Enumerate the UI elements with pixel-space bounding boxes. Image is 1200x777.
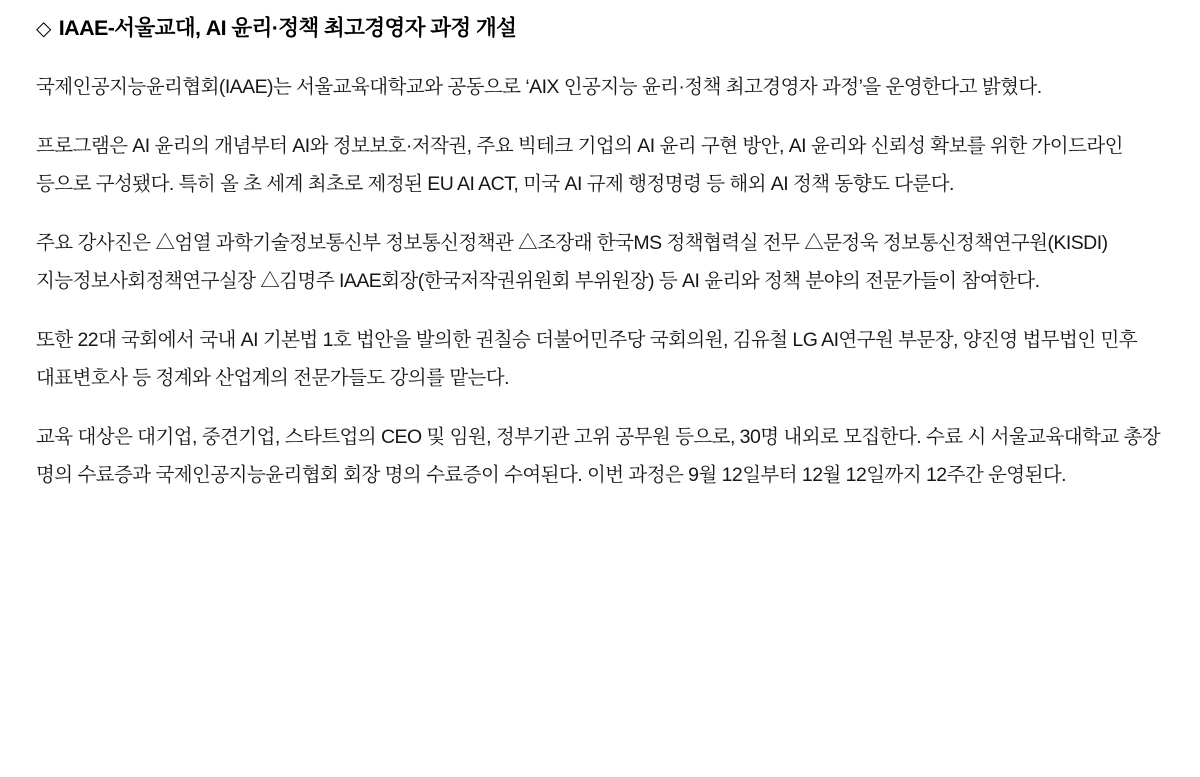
article-paragraph: 프로그램은 AI 윤리의 개념부터 AI와 정보보호·저작권, 주요 빅테크 기업의 AI 윤리 구현 방안, AI 윤리와 신뢰성 확보를 위한 가이드라인 등으로 구성됐다. 특히 올 초 세계 최초로 제정된 EU AI ACT, 미국 AI 규제 행정명령 등 해외 AI 정책 동향도 다룬다.: [36, 135, 1123, 195]
diamond-outline-icon: ◇: [36, 18, 51, 40]
article-paragraph: 교육 대상은 대기업, 중견기업, 스타트업의 CEO 및 임원, 정부기관 고위 공무원 등으로, 30명 내외로 모집한다. 수료 시 서울교육대학교 총장 명의 수료증과 국제인공지능윤리협회 회장 명의 수료증이 수여된다. 이번 과정은 9월 12일부터 12월 12일까지 12주간 운영된다.: [36, 426, 1161, 486]
headline-text: IAAE-서울교대, AI 윤리·정책 최고경영자 과정 개설: [58, 16, 517, 40]
article-paragraph: 국제인공지능윤리협회(IAAE)는 서울교육대학교와 공동으로 ‘AIX 인공지능 윤리·정책 최고경영자 과정’을 운영한다고 밝혔다.: [36, 76, 1042, 99]
article-paragraph: 주요 강사진은 △엄열 과학기술정보통신부 정보통신정책관 △조장래 한국MS 정책협력실 전무 △문정욱 정보통신정책연구원(KISDI) 지능정보사회정책연구실장 △김명주 IAAE회장(한국저작권위원회 부위원장) 등 AI 윤리와 정책 분야의 전문가들이 참여한다.: [36, 232, 1108, 292]
page-title: [36, 14, 1164, 43]
article-paragraph: 또한 22대 국회에서 국내 AI 기본법 1호 법안을 발의한 권칠승 더불어민주당 국회의원, 김유철 LG AI연구원 부문장, 양진영 법무법인 민후 대표변호사 등 정계와 산업계의 전문가들도 강의를 맡는다.: [36, 329, 1138, 389]
